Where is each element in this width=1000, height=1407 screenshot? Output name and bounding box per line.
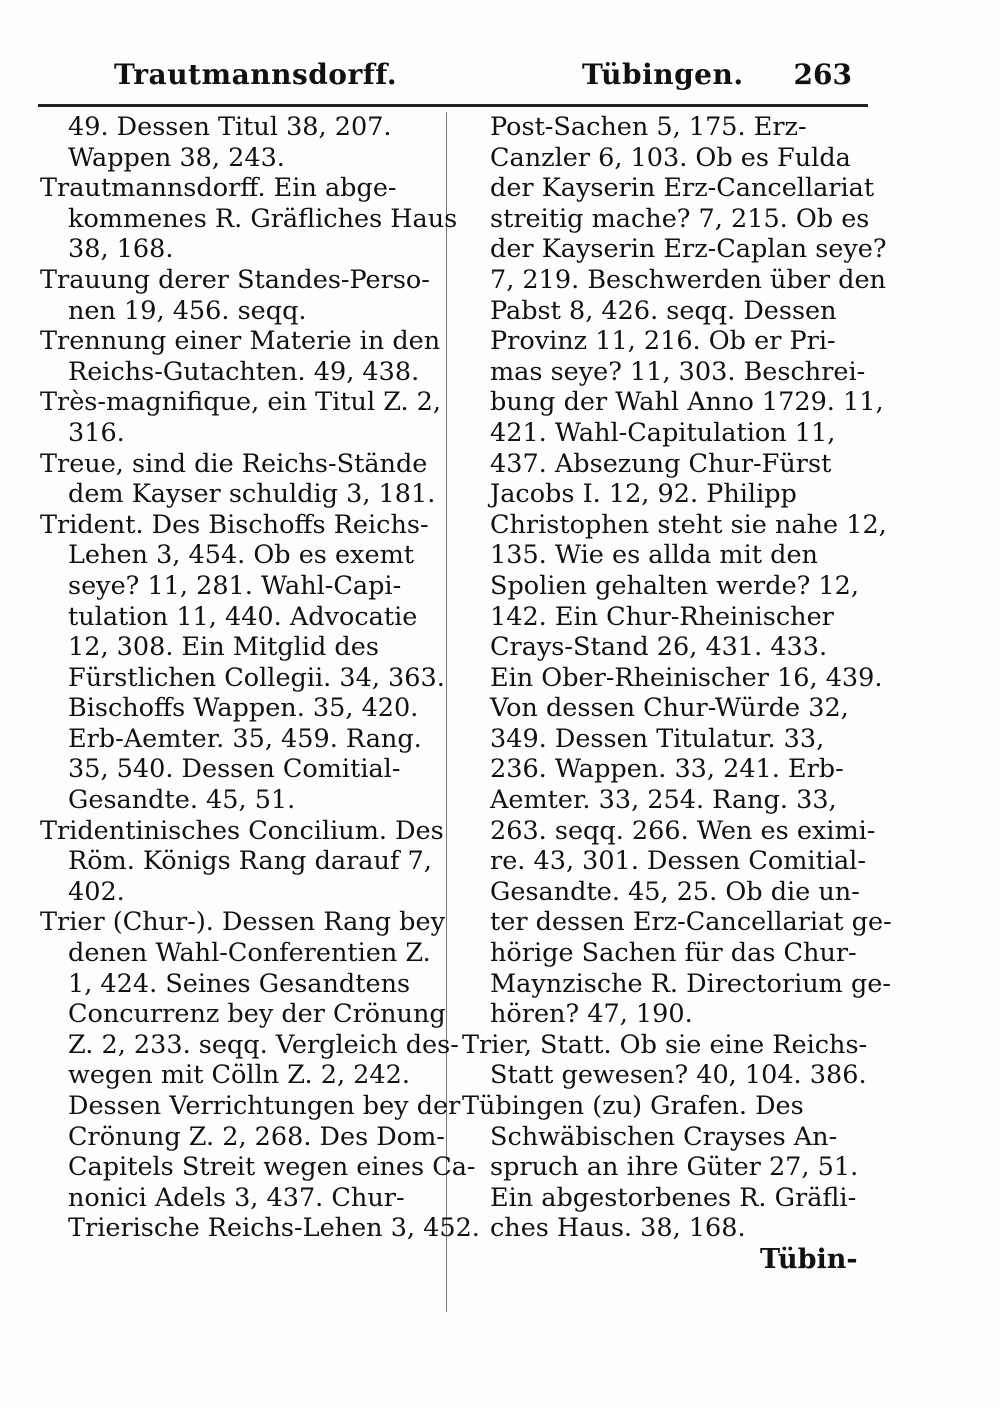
index-line: 421. Wahl-Capitulation 11,: [490, 417, 836, 448]
index-line: 402.: [68, 876, 125, 907]
index-line: Post-Sachen 5, 175. Erz-: [490, 112, 807, 142]
index-line: 38, 168.: [68, 234, 174, 265]
index-line: Bischoffs Wappen. 35, 420.: [68, 693, 419, 724]
index-line: Treue, sind die Reichs-Stände: [40, 448, 428, 479]
index-line: 142. Ein Chur-Rheinischer: [490, 601, 834, 632]
index-line: Trierische Reichs-Lehen 3, 452.: [68, 1213, 480, 1244]
index-line: mas seye? 11, 303. Beschrei-: [490, 356, 866, 387]
index-line: Trident. Des Bischoffs Reichs-: [40, 509, 429, 540]
index-line: kommenes R. Gräfliches Haus: [68, 203, 458, 234]
running-head-right: Tübingen.: [582, 58, 744, 91]
index-line: 35, 540. Dessen Comitial-: [68, 754, 401, 785]
index-line: der Kayserin Erz-Caplan seye?: [490, 234, 887, 265]
index-line: spruch an ihre Güter 27, 51.: [490, 1152, 859, 1183]
index-line: Gesandte. 45, 51.: [68, 785, 296, 816]
index-line: Maynzische R. Directorium ge-: [490, 968, 891, 999]
index-line: Fürstlichen Collegii. 34, 363.: [68, 662, 445, 693]
index-line: 1, 424. Seines Gesandtens: [68, 968, 411, 999]
index-line: Erb-Aemter. 35, 459. Rang.: [68, 723, 422, 754]
index-line: der Kayserin Erz-Cancellariat: [490, 173, 875, 204]
catchword: Tübin-: [760, 1244, 858, 1275]
index-line: hörige Sachen für das Chur-: [490, 938, 857, 969]
index-line: 236. Wappen. 33, 241. Erb-: [490, 754, 844, 785]
index-line: Statt gewesen? 40, 104. 386.: [490, 1060, 867, 1091]
index-line: nen 19, 456. seqq.: [68, 295, 307, 326]
index-line: 437. Absezung Chur-Fürst: [490, 448, 832, 479]
index-line: Aemter. 33, 254. Rang. 33,: [490, 785, 837, 816]
index-line: Pabst 8, 426. seqq. Dessen: [490, 295, 837, 326]
index-line: Schwäbischen Crayses An-: [490, 1121, 838, 1152]
index-line: Crays-Stand 26, 431. 433.: [490, 632, 828, 663]
index-line: Capitels Streit wegen eines Ca-: [68, 1152, 476, 1183]
index-line: Gesandte. 45, 25. Ob die un-: [490, 876, 860, 907]
index-line: 349. Dessen Titulatur. 33,: [490, 723, 825, 754]
index-line: Crönung Z. 2, 268. Des Dom-: [68, 1121, 445, 1152]
index-line: streitig mache? 7, 215. Ob es: [490, 203, 870, 234]
index-line: 7, 219. Beschwerden über den: [490, 264, 886, 295]
index-line: Ein abgestorbenes R. Gräfli-: [490, 1182, 857, 1213]
index-line: denen Wahl-Conferentien Z.: [68, 938, 431, 969]
index-line: ches Haus. 38, 168.: [490, 1213, 746, 1244]
index-line: dem Kayser schuldig 3, 181.: [68, 479, 436, 510]
index-line: Dessen Verrichtungen bey der: [68, 1091, 461, 1121]
index-line: 135. Wie es allda mit den: [490, 540, 818, 571]
index-line: Trier (Chur-). Dessen Rang bey: [40, 907, 445, 938]
header-rule: [38, 104, 868, 107]
index-line: Z. 2, 233. seqq. Vergleich des-: [68, 1029, 459, 1060]
index-line: nonici Adels 3, 437. Chur-: [68, 1182, 405, 1213]
index-line: Röm. Königs Rang darauf 7,: [68, 846, 432, 877]
index-line: 316.: [68, 417, 125, 448]
index-line: Lehen 3, 454. Ob es exemt: [68, 540, 414, 571]
index-line: Trautmannsdorff. Ein abge-: [40, 173, 397, 204]
index-line: Trier, Statt. Ob sie eine Reichs-: [462, 1029, 868, 1060]
running-header: [112, 58, 850, 98]
column-separator: [446, 112, 447, 1312]
index-line: Trauung derer Standes-Perso-: [40, 264, 430, 295]
index-line: seye? 11, 281. Wahl-Capi-: [68, 570, 402, 601]
index-line: Reichs-Gutachten. 49, 438.: [68, 356, 420, 387]
index-line: tulation 11, 440. Advocatie: [68, 601, 418, 632]
index-line: Tübingen (zu) Grafen. Des: [462, 1091, 804, 1121]
index-line: ter dessen Erz-Cancellariat ge-: [490, 907, 892, 938]
index-line: hören? 47, 190.: [490, 999, 693, 1030]
index-line: Ein Ober-Rheinischer 16, 439.: [490, 662, 883, 693]
index-line: wegen mit Cölln Z. 2, 242.: [68, 1060, 410, 1091]
running-head-left: Trautmannsdorff.: [114, 58, 398, 91]
index-line: 12, 308. Ein Mitglid des: [68, 632, 379, 663]
index-line: Jacobs I. 12, 92. Philipp: [490, 479, 797, 510]
index-line: Christophen steht sie nahe 12,: [490, 509, 887, 540]
index-line: Concurrenz bey der Crönung: [68, 999, 446, 1030]
left-column: [40, 112, 480, 1244]
index-line: Von dessen Chur-Würde 32,: [490, 693, 849, 724]
index-line: re. 43, 301. Dessen Comitial-: [490, 846, 866, 877]
index-line: Wappen 38, 243.: [68, 142, 285, 173]
page-number: 263: [793, 58, 852, 91]
index-line: Provinz 11, 216. Ob er Pri-: [490, 326, 836, 357]
index-line: Canzler 6, 103. Ob es Fulda: [490, 142, 851, 173]
index-line: Spolien gehalten werde? 12,: [490, 570, 859, 601]
right-column: [462, 112, 892, 1244]
index-line: 49. Dessen Titul 38, 207.: [68, 112, 392, 142]
index-line: bung der Wahl Anno 1729. 11,: [490, 387, 884, 418]
index-line: Très-magnifique, ein Titul Z. 2,: [40, 387, 442, 418]
index-line: 263. seqq. 266. Wen es eximi-: [490, 815, 876, 846]
index-line: Trennung einer Materie in den: [40, 326, 441, 357]
index-line: Tridentinisches Concilium. Des: [40, 815, 444, 846]
